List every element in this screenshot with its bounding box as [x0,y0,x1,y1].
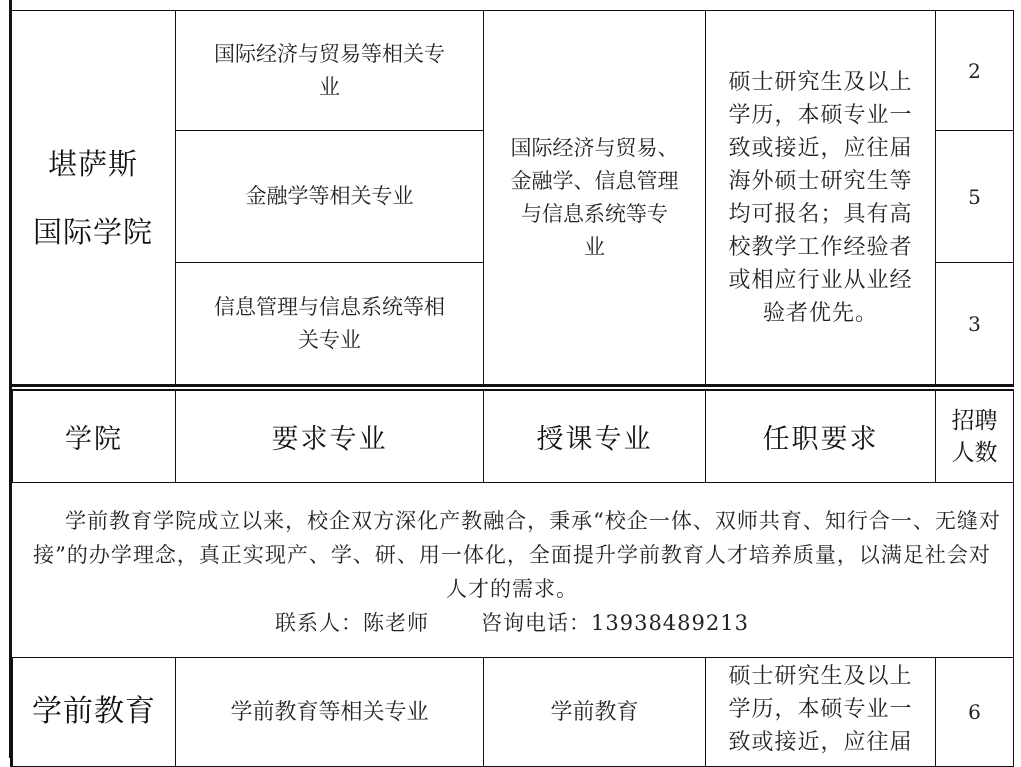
kansas-teaching-majors: 国际经济与贸易、 金融学、信息管理 与信息系统等专 业 [483,10,706,386]
preschool-requirements: 硕士研究生及以上 学历，本硕专业一 致或接近，应往届 [705,657,936,767]
preschool-college-name: 学前教育 [10,657,176,767]
header-major: 要求专业 [175,390,484,483]
table-left-border [9,0,12,758]
preschool-contact-phone: 咨询电话：13938489213 [481,611,749,635]
table-header-row [0,390,1021,483]
preschool-contact-line [275,606,749,640]
kansas-major-3: 信息管理与信息系统等相 关专业 [175,262,484,386]
kansas-count-2: 5 [935,130,1014,263]
header-requirement: 任职要求 [705,390,936,483]
preschool-major: 学前教育等相关专业 [175,657,484,767]
kansas-major-2: 金融学等相关专业 [175,130,484,263]
kansas-college-name: 堪萨斯 国际学院 [10,10,176,386]
kansas-count-1: 2 [935,10,1014,131]
section-divider [10,384,1014,387]
header-college: 学院 [10,390,176,483]
header-count: 招聘 人数 [935,390,1014,483]
preschool-intro [10,482,1014,658]
kansas-major-1: 国际经济与贸易等相关专 业 [175,10,484,131]
header-teaching: 授课专业 [483,390,706,483]
kansas-count-3: 3 [935,262,1014,386]
preschool-contact-person: 联系人：陈老师 [275,611,429,635]
preschool-teaching: 学前教育 [483,657,706,767]
preschool-count: 6 [935,657,1014,767]
kansas-requirements: 硕士研究生及以上 学历，本硕专业一 致或接近，应往届 海外硕士研究生等 均可报名；具有高 校教学工作经验者 或相应行业从业经 验者优先。 [705,10,936,386]
preschool-intro-text: 学前教育学院成立以来，校企双方深化产教融合，秉承“校企一体、双师共育、知行合一、无缝对接”的办学理念，真正实现产、学、研、用一体化，全面提升学前教育人才培养质量，以满足社会对人才的需求。 [33,509,1001,601]
preschool-row [0,657,1021,758]
